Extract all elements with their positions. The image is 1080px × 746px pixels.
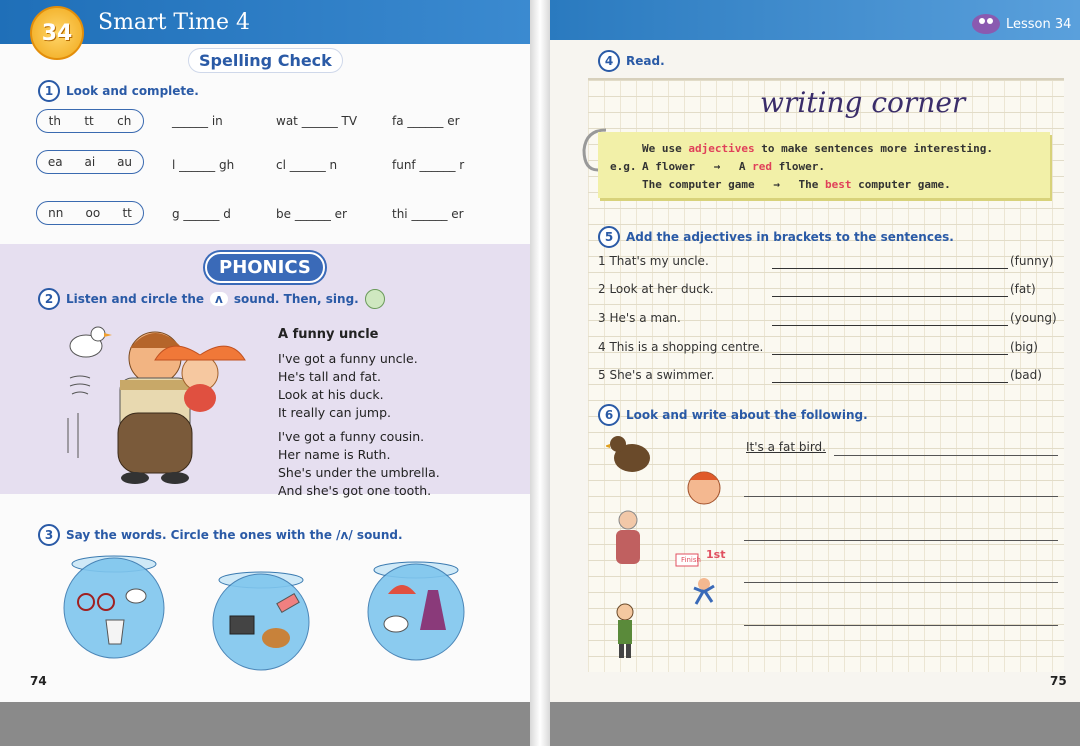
gap-word[interactable]: g ______ d — [172, 207, 231, 221]
letter-group-3[interactable] — [36, 201, 144, 225]
note-line-3: The computer game → The best computer game. — [642, 178, 951, 191]
spelling-check-title: Spelling Check — [188, 48, 343, 73]
exercise-2-instruction-end: sound. Then, sing. — [233, 292, 359, 306]
book-gutter — [530, 0, 550, 746]
answer-line-4[interactable] — [772, 354, 1008, 355]
exercise-5-number: 5 — [598, 226, 620, 248]
letter-option[interactable]: tt — [84, 114, 94, 128]
exercise-5-instruction: Add the adjectives in brackets to the sentences. — [626, 230, 954, 244]
writing-line-1[interactable] — [834, 455, 1058, 456]
letter-option[interactable]: ch — [117, 114, 132, 128]
writing-line-3[interactable] — [744, 540, 1058, 541]
finish-banner-label: Finish — [681, 556, 701, 564]
gap-word[interactable]: be ______ er — [276, 207, 347, 221]
poem-title: A funny uncle — [278, 327, 379, 342]
adjective-hint-2: (fat) — [1010, 282, 1036, 296]
letter-option[interactable]: th — [48, 114, 61, 128]
poem-line: She's under the umbrella. — [278, 465, 440, 480]
sentence-2: 2 Look at her duck. — [598, 282, 714, 296]
answer-line-2[interactable] — [772, 296, 1008, 297]
note-line-1: We use adjectives to make sentences more interesting. — [642, 142, 994, 155]
exercise-3-number: 3 — [38, 524, 60, 546]
exercise-6-instruction: Look and write about the following. — [626, 408, 868, 422]
lesson-label: Lesson 34 — [1006, 17, 1072, 32]
exercise-4-instruction: Read. — [626, 54, 665, 68]
writing-line-5[interactable] — [744, 625, 1058, 626]
page-number-right: 75 — [1050, 674, 1067, 688]
gap-word[interactable]: wat ______ TV — [276, 114, 358, 128]
poem-line: I've got a funny uncle. — [278, 351, 418, 366]
sentence-3: 3 He's a man. — [598, 311, 681, 325]
letter-option[interactable]: ea — [47, 155, 63, 169]
writing-line-2[interactable] — [744, 496, 1058, 497]
poem-line: He's tall and fat. — [278, 369, 381, 384]
adjective-hint-5: (bad) — [1010, 368, 1042, 382]
exercise-1-number: 1 — [38, 80, 60, 102]
letter-option[interactable]: nn — [48, 206, 64, 220]
poem-line: Her name is Ruth. — [278, 447, 391, 462]
young-boy-picture — [610, 602, 640, 660]
old-woman-picture — [608, 508, 648, 578]
exercise-5-heading — [598, 226, 954, 248]
letter-group-2[interactable] — [36, 150, 144, 174]
answer-line-5[interactable] — [772, 382, 1008, 383]
letter-group-1[interactable] — [36, 109, 144, 133]
boy-face-picture — [684, 468, 724, 506]
writing-corner-title: writing corner — [760, 86, 966, 119]
exercise-4-heading — [598, 50, 665, 72]
exercise-2-heading — [38, 288, 385, 310]
right-page — [550, 0, 1080, 702]
letter-option[interactable]: au — [117, 155, 133, 169]
phonics-title: PHONICS — [205, 252, 325, 283]
sentence-4: 4 This is a shopping centre. — [598, 340, 764, 354]
exercise-1-heading — [38, 80, 199, 102]
sentence-1: 1 That's my uncle. — [598, 254, 709, 268]
grammar-note — [598, 132, 1050, 198]
poem-line: It really can jump. — [278, 405, 392, 420]
fish-bowl-2 — [213, 572, 309, 670]
unit-title: Smart Time 4 — [98, 10, 250, 35]
sentence-5: 5 She's a swimmer. — [598, 368, 715, 382]
funny-uncle-illustration — [50, 318, 260, 488]
poem — [278, 326, 440, 500]
sound-symbol: ʌ — [210, 292, 228, 306]
gap-word[interactable]: thi ______ er — [392, 207, 464, 221]
lesson-number-badge: 34 — [30, 6, 84, 60]
adjective-hint-3: (young) — [1010, 311, 1057, 325]
exercise-3-heading — [38, 524, 403, 546]
answer-line-3[interactable] — [772, 325, 1008, 326]
letter-option[interactable]: oo — [85, 206, 101, 220]
writing-line-4[interactable] — [744, 582, 1058, 583]
exercise-6-number: 6 — [598, 404, 620, 426]
poem-line: Look at his duck. — [278, 387, 384, 402]
fish-bowl-1 — [64, 556, 164, 658]
gap-word[interactable]: ______ in — [172, 114, 223, 128]
left-page — [0, 0, 530, 702]
exercise-3-instruction: Say the words. Circle the ones with the /ʌ/ sound. — [66, 528, 403, 542]
answer-line-1[interactable] — [772, 268, 1008, 269]
example-answer: It's a fat bird. — [746, 440, 826, 454]
poem-line: I've got a funny cousin. — [278, 429, 425, 444]
exercise-2-number: 2 — [38, 288, 60, 310]
cartoon-icon — [968, 8, 1004, 41]
exercise-1-instruction: Look and complete. — [66, 84, 199, 98]
gap-word[interactable]: funf ______ r — [392, 158, 465, 172]
gap-word[interactable]: l ______ gh — [172, 158, 235, 172]
exercise-6-heading — [598, 404, 868, 426]
cd-audio-icon[interactable] — [365, 289, 385, 309]
page-number-left: 74 — [30, 674, 47, 688]
adjective-hint-4: (big) — [1010, 340, 1038, 354]
gap-word[interactable]: cl ______ n — [276, 158, 338, 172]
exercise-4-number: 4 — [598, 50, 620, 72]
note-line-2: e.g. A flower → A red flower. — [610, 160, 825, 173]
fish-bowls-illustration — [58, 550, 478, 674]
adjective-hint-1: (funny) — [1010, 254, 1054, 268]
fish-bowl-3 — [368, 562, 464, 660]
gap-word[interactable]: fa ______ er — [392, 114, 460, 128]
letter-option[interactable]: tt — [122, 206, 132, 220]
fat-bird-picture — [606, 430, 656, 480]
poem-line: And she's got one tooth. — [278, 483, 432, 498]
exercise-2-instruction: Listen and circle the — [66, 292, 205, 306]
first-place-label: 1st — [706, 548, 726, 561]
letter-option[interactable]: ai — [84, 155, 96, 169]
